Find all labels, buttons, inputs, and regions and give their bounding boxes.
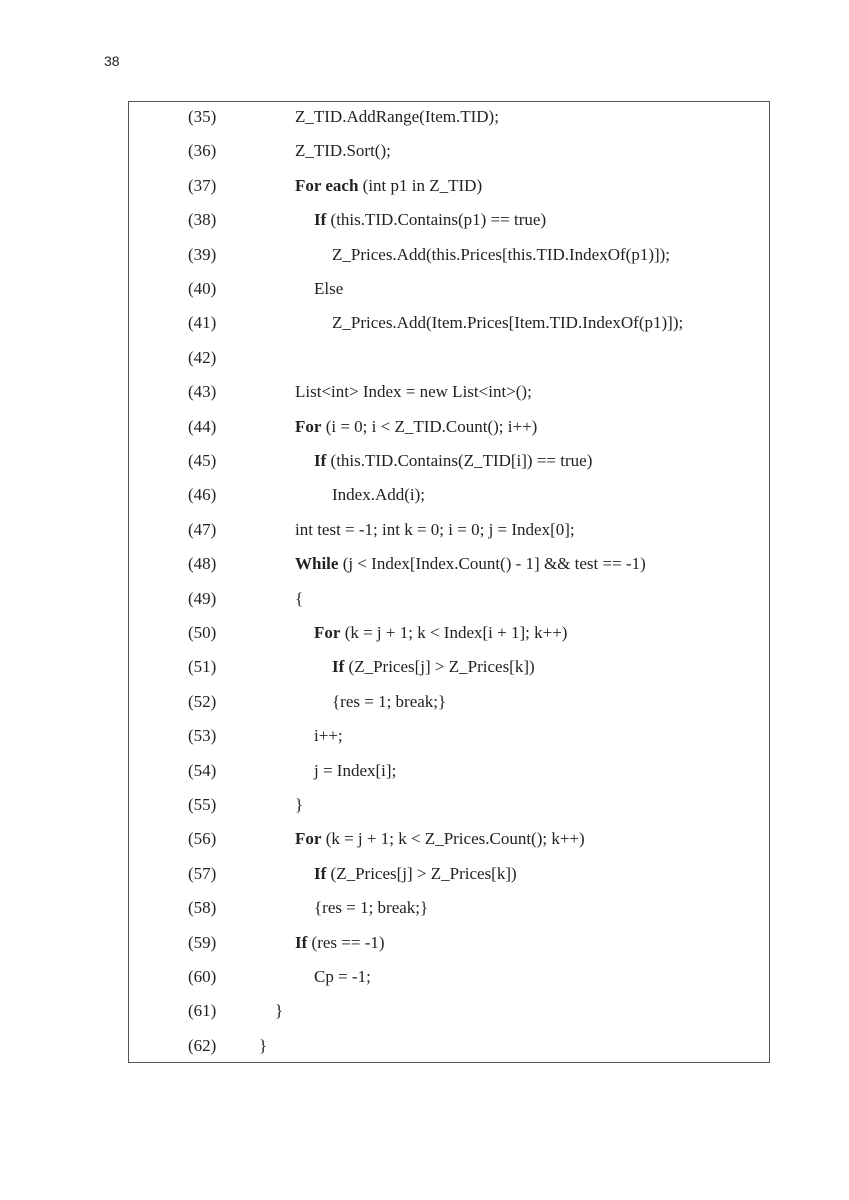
line-code: [295, 104, 499, 130]
code-line: [129, 345, 769, 379]
code-line: [129, 964, 769, 998]
code-text: Cp = -1;: [314, 967, 371, 986]
line-code: [332, 689, 446, 715]
line-code: [295, 551, 646, 577]
code-text: int test = -1; int k = 0; i = 0; j = Index[0];: [295, 519, 575, 539]
line-number: (42): [188, 347, 217, 367]
keyword: For: [295, 829, 322, 849]
code-text: (k = j + 1; k < Index[i + 1]; k++): [340, 623, 568, 642]
keyword: For: [314, 623, 341, 642]
code-line: [129, 551, 769, 585]
line-number: (54): [188, 760, 217, 780]
line-code: [332, 310, 683, 336]
code-line: [129, 242, 769, 276]
code-line: [129, 895, 769, 929]
line-number: (43): [188, 382, 217, 402]
line-code: [314, 895, 428, 921]
line-code: [295, 138, 391, 164]
code-text: Z_Prices.Add(Item.Prices[Item.TID.IndexOf(p1)]);: [332, 313, 684, 333]
code-listing: [128, 101, 770, 1063]
line-code: [295, 792, 303, 818]
line-code: [275, 998, 283, 1024]
code-text: (i = 0; i < Z_TID.Count(); i++): [321, 416, 538, 436]
code-line: [129, 586, 769, 620]
code-line: [129, 138, 769, 172]
line-number: (52): [188, 691, 217, 711]
keyword: For each: [295, 175, 359, 195]
code-text: List<int> Index = new List<int>();: [295, 382, 532, 402]
code-line: [129, 689, 769, 723]
code-text: }: [259, 1035, 268, 1055]
line-code: [295, 826, 585, 852]
page-number: 38: [104, 53, 120, 69]
keyword: For: [295, 416, 322, 436]
line-number: (59): [188, 932, 217, 952]
line-number: (45): [188, 451, 217, 470]
line-number: (46): [188, 485, 217, 505]
keyword: If: [314, 863, 327, 883]
keyword: While: [295, 554, 339, 574]
code-text: Index.Add(i);: [332, 485, 426, 505]
code-text: (k = j + 1; k < Z_Prices.Count(); k++): [321, 829, 585, 849]
code-line: [129, 173, 769, 207]
code-line: [129, 861, 769, 895]
line-code: [314, 620, 567, 646]
line-number: (35): [188, 107, 217, 126]
code-line: [129, 207, 769, 241]
code-line: [129, 448, 769, 482]
line-code: [314, 723, 343, 749]
line-number: (62): [188, 1035, 217, 1055]
line-number: (61): [188, 1001, 217, 1021]
line-number: (57): [188, 863, 217, 883]
keyword: If: [295, 932, 308, 952]
line-number: (47): [188, 519, 217, 539]
line-code: [314, 861, 517, 887]
code-line: [129, 654, 769, 688]
line-code: [259, 1033, 267, 1059]
line-code: [295, 517, 575, 543]
code-text: Z_TID.Sort();: [295, 141, 391, 161]
code-text: Z_Prices.Add(this.Prices[this.TID.IndexOf(p1)]);: [332, 244, 671, 264]
code-line: [129, 482, 769, 516]
keyword: If: [314, 451, 327, 470]
line-code: [314, 964, 371, 990]
line-number: (48): [188, 554, 217, 574]
line-number: (50): [188, 623, 217, 642]
line-code: [295, 173, 482, 199]
code-line: [129, 826, 769, 860]
code-line: [129, 310, 769, 344]
line-code: [332, 482, 425, 508]
code-line: [129, 517, 769, 551]
line-number: (37): [188, 175, 217, 195]
line-code: [314, 276, 343, 302]
code-line: [129, 414, 769, 448]
keyword: If: [314, 210, 327, 230]
code-text: Z_TID.AddRange(Item.TID);: [295, 107, 499, 126]
line-code: [314, 207, 546, 233]
line-code: [332, 654, 535, 680]
code-text: (int p1 in Z_TID): [358, 175, 483, 195]
line-number: (38): [188, 210, 217, 230]
code-text: {res = 1; break;}: [332, 691, 447, 711]
line-number: (55): [188, 795, 217, 814]
line-code: [295, 379, 532, 405]
code-text: (this.TID.Contains(Z_TID[i]) == true): [326, 451, 593, 470]
code-line: [129, 723, 769, 757]
line-number: (56): [188, 829, 217, 849]
line-code: [295, 414, 537, 440]
line-number: (51): [188, 657, 217, 677]
code-line: [129, 1033, 769, 1067]
line-number: (49): [188, 588, 217, 608]
code-text: (this.TID.Contains(p1) == true): [326, 210, 547, 230]
code-text: (Z_Prices[j] > Z_Prices[k]): [326, 863, 517, 883]
code-text: }: [275, 1001, 284, 1021]
line-code: [295, 586, 303, 612]
line-number: (40): [188, 279, 217, 298]
code-line: [129, 998, 769, 1032]
code-text: Else: [314, 279, 344, 298]
code-line: [129, 930, 769, 964]
keyword: If: [332, 657, 345, 677]
code-line: [129, 276, 769, 310]
code-text: }: [295, 795, 304, 814]
code-line: [129, 758, 769, 792]
code-text: i++;: [314, 726, 343, 746]
code-line: [129, 104, 769, 138]
code-text: (Z_Prices[j] > Z_Prices[k]): [344, 657, 535, 677]
line-number: (36): [188, 141, 217, 161]
line-number: (44): [188, 416, 217, 436]
code-text: (j < Index[Index.Count() - 1] && test == -1): [338, 554, 646, 574]
code-text: {: [295, 588, 304, 608]
code-line: [129, 792, 769, 826]
code-line: [129, 620, 769, 654]
line-code: [314, 758, 396, 784]
line-number: (58): [188, 898, 217, 918]
line-code: [332, 242, 670, 268]
line-number: (39): [188, 244, 217, 264]
line-number: (53): [188, 726, 217, 746]
line-code: [314, 448, 592, 474]
code-text: (res == -1): [307, 932, 385, 952]
code-text: {res = 1; break;}: [314, 898, 429, 918]
line-number: (60): [188, 967, 217, 986]
line-number: (41): [188, 313, 217, 333]
code-line: [129, 379, 769, 413]
line-code: [295, 930, 385, 956]
code-text: j = Index[i];: [314, 760, 397, 780]
